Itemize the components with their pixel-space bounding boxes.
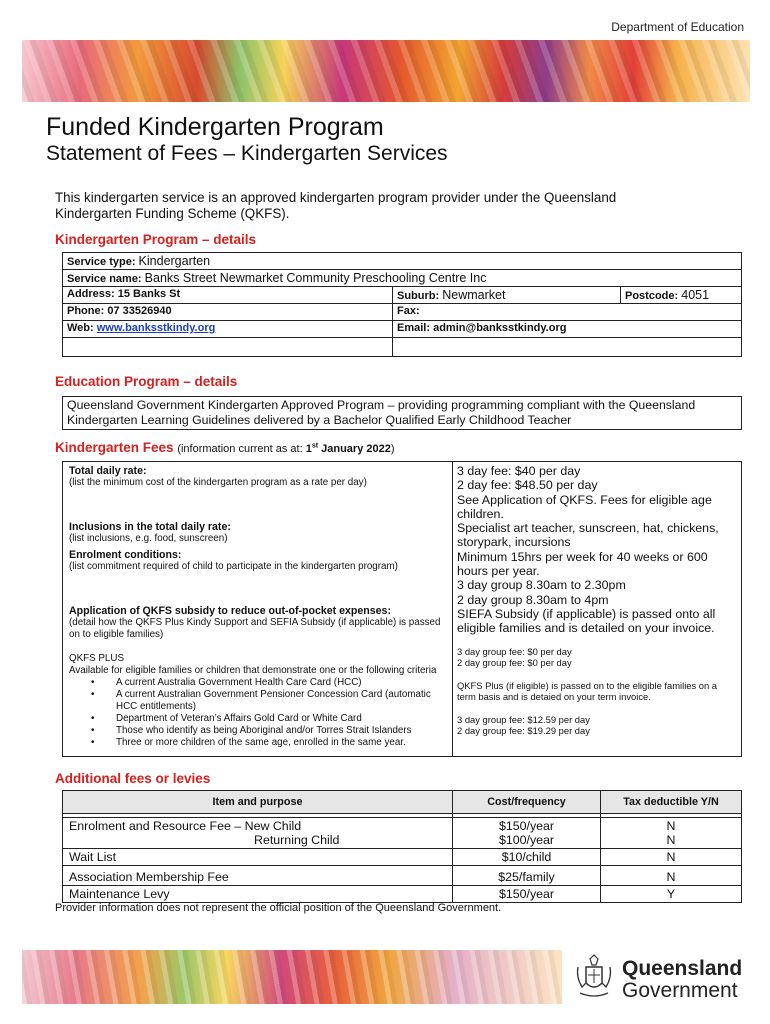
empty-cell [393, 338, 742, 357]
col-header-cost: Cost/frequency [453, 791, 601, 814]
enrolment-block: Enrolment conditions: (list commitment required of child to participate in the kindergarten program) [69, 549, 398, 572]
fees-table [62, 461, 742, 757]
table-row: Wait List $10/child N [63, 849, 742, 866]
criteria-item: • Three or more children of the same age, enrolled in the same year. [81, 737, 447, 749]
service-type-cell: Service type: Kindergarten [63, 253, 742, 270]
fax-cell: Fax: [393, 304, 742, 321]
education-heading: Education Program – details [55, 374, 238, 389]
header-banner [22, 40, 750, 102]
criteria-item: • A current Australian Government Pensioner Concession Card (automatic HCC entitlements) [81, 689, 447, 713]
fees-date-info: (information current as at: 1st January 2022) [177, 442, 395, 455]
coat-of-arms-icon [572, 953, 616, 1003]
table-row: Maintenance Levy $150/year Y [63, 886, 742, 903]
program-details-heading: Kindergarten Program – details [55, 232, 257, 247]
footer-banner [22, 950, 562, 1004]
fees-values-column: 3 day fee: $40 per day 2 day fee: $48.50 per day See Application of QKFS. Fees for eligible age children. Specialist art teacher, sunscreen, hat, chickens, storypark, incursions Minimum 15hrs per week for 40 weeks or 600 hours per year. 3 day group 8.30am to 2.30pm 2 day group 8.30am to 4pm SIEFA Subsidy (if applicable) is passed onto all eligible families and is detailed on your invoice. 3 day group fee: $0 per day 2 day group fee: $0 per day QKFS Plus (if eligible) is passed on to the eligible families on a term basis and is detaied on your term invoice. 3 day group fee: $12.59 per day 2 day group fee: $19.29 per day [457, 464, 719, 736]
criteria-item: • Those who identify as being Aboriginal and/or Torres Strait Islanders [81, 725, 447, 737]
program-details-table [62, 252, 742, 357]
queensland-government-logo: Queensland Government [622, 957, 743, 1002]
criteria-item: • A current Australia Government Health Care Card (HCC) [81, 677, 447, 689]
web-cell: Web: www.banksstkindy.org [63, 321, 393, 338]
col-header-tax: Tax deductible Y/N [601, 791, 742, 814]
disclaimer-text: Provider information does not represent the official position of the Queensland Government. [55, 902, 502, 914]
additional-fees-heading: Additional fees or levies [55, 771, 211, 786]
page-title: Funded Kindergarten Program [46, 113, 384, 141]
website-link[interactable]: www.banksstkindy.org [96, 322, 216, 334]
col-header-item: Item and purpose [63, 791, 453, 814]
inclusions-block: Inclusions in the total daily rate: (list inclusions, e.g. food, sunscreen) [69, 521, 231, 544]
email-cell: Email: admin@banksstkindy.org [393, 321, 742, 338]
suburb-cell: Suburb: Newmarket [393, 287, 621, 304]
table-row: Association Membership Fee $25/family N [63, 866, 742, 886]
empty-cell [63, 338, 393, 357]
intro-text: This kindergarten service is an approved kindergarten program provider under the Queensland Kindergarten Funding Scheme (QKFS). [55, 190, 617, 221]
postcode-cell: Postcode: 4051 [621, 287, 742, 304]
service-name-cell: Service name: Banks Street Newmarket Community Preschooling Centre Inc [63, 270, 742, 287]
additional-fees-table [62, 790, 742, 903]
table-row: Enrolment and Resource Fee – New Child Returning Child $150/year $100/year N N [63, 818, 742, 849]
address-cell: Address: 15 Banks St [63, 287, 393, 304]
phone-cell: Phone: 07 33526940 [63, 304, 393, 321]
daily-rate-block: Total daily rate: (list the minimum cost of the kindergarten program as a rate per day) [69, 465, 367, 488]
fees-heading: Kindergarten Fees (information current as at: 1st January 2022) [55, 440, 395, 455]
subsidy-block: Application of QKFS subsidy to reduce out-of-pocket expenses: (detail how the QKFS Plus Kindy Support and SEFIA Subsidy (if applicable) is passed on to eligible families) QKFS PLUS Available for eligible families or children that demonstrate one or the following criteria • A current Australia Government Health Care Card (HCC) • A current Australian Government Pensioner Concession Card (automatic HCC entitlements) • Department of Veteran’s Affairs Gold Card or White Card • Those who identify as being Aboriginal and/or Torres Strait Islanders • Three or more children of the same age, enrolled in the same year. [69, 605, 447, 749]
criteria-list [81, 677, 447, 749]
education-text: Queensland Government Kindergarten Approved Program – providing programming compliant with the Queensland Kindergarten Learning Guidelines delivered by a Bachelor Qualified Early Childhood Teacher [62, 396, 742, 430]
page-subtitle: Statement of Fees – Kindergarten Services [46, 142, 448, 165]
department-name: Department of Education [611, 20, 744, 34]
criteria-item: • Department of Veteran’s Affairs Gold Card or White Card [81, 713, 447, 725]
fees-labels-column [63, 462, 453, 756]
